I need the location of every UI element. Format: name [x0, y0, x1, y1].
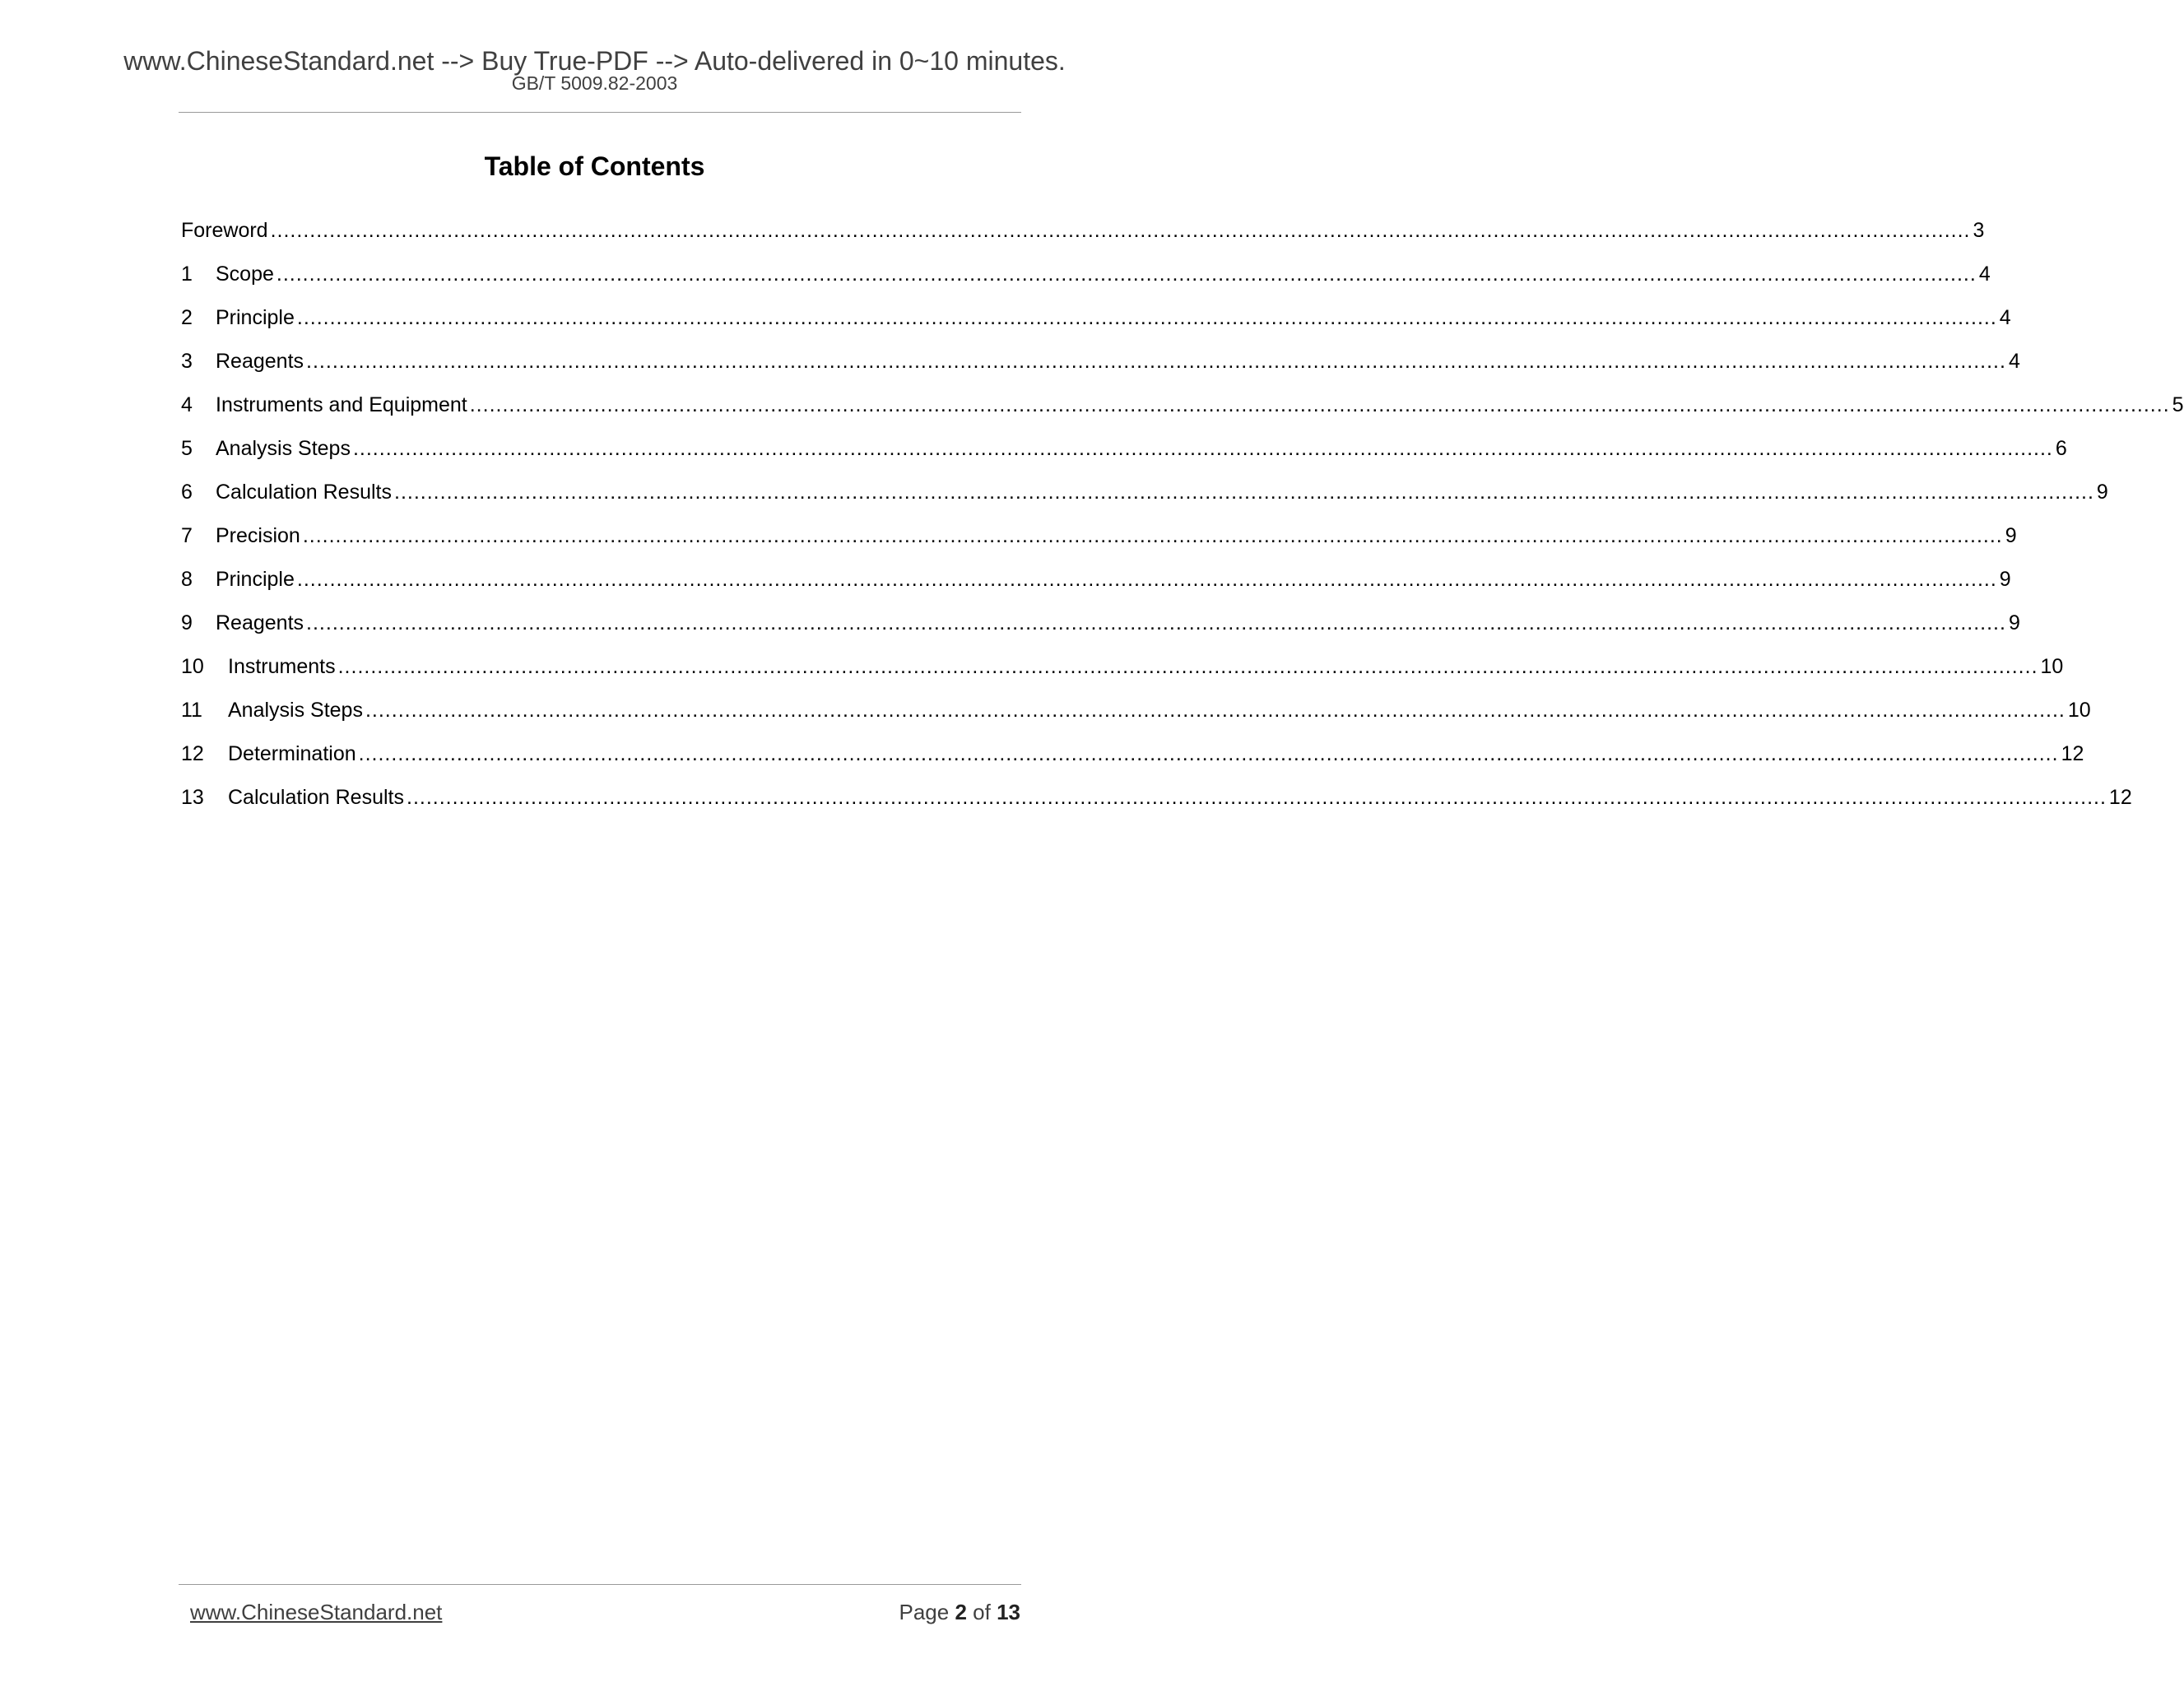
toc-entry-number: 3	[181, 350, 193, 373]
toc-dot-leader: ....................................................................................................................................................................................................................................................................	[365, 699, 2066, 722]
toc-entry-instruments[interactable]	[181, 653, 2064, 697]
document-code: GB/T 5009.82-2003	[511, 72, 678, 94]
toc-dot-leader: ....................................................................................................................................................................................................................................................................	[358, 742, 2059, 765]
toc-entry-scope[interactable]	[181, 261, 1991, 304]
page-indicator	[899, 1601, 1020, 1623]
toc-entry-label: Principle	[216, 568, 295, 591]
toc-entry-principle-2[interactable]	[181, 566, 2011, 610]
toc-entry-page: 4	[1999, 306, 2011, 329]
toc-entry-number: 11	[181, 699, 202, 722]
toc-dot-leader: ....................................................................................................................................................................................................................................................................	[306, 350, 2006, 373]
toc-entry-number: 8	[181, 568, 193, 591]
toc-entry-number: 1	[181, 263, 193, 286]
footer-divider	[179, 1584, 1021, 1585]
toc-entry-precision[interactable]	[181, 523, 2017, 566]
toc-entry-page: 4	[2008, 350, 2020, 373]
toc-entry-page: 9	[2008, 611, 2020, 634]
toc-entry-page: 10	[2040, 655, 2064, 678]
toc-entry-page: 5	[2172, 393, 2184, 416]
page-prefix: Page	[899, 1600, 950, 1624]
toc-entry-number: 6	[181, 481, 193, 504]
toc-entry-number: 7	[181, 524, 193, 547]
toc-entry-page: 10	[2067, 699, 2091, 722]
toc-entry-determination[interactable]	[181, 741, 2084, 784]
toc-dot-leader: ....................................................................................................................................................................................................................................................................	[296, 568, 1997, 591]
toc-entry-analysis-steps-2[interactable]	[181, 697, 2091, 741]
toc-dot-leader: ....................................................................................................................................................................................................................................................................	[296, 306, 1997, 329]
toc-entry-label: Instruments and Equipment	[216, 393, 467, 416]
toc-title: Table of Contents	[484, 151, 705, 181]
toc-entry-principle[interactable]	[181, 304, 2011, 348]
toc-entry-calculation-results-2[interactable]	[181, 784, 2132, 828]
toc-entry-number: 9	[181, 611, 193, 634]
toc-entry-label: Scope	[216, 263, 274, 286]
toc-entry-label: Reagents	[216, 611, 304, 634]
toc-entry-number: 12	[181, 742, 204, 765]
toc-entry-instruments-and-equipment[interactable]	[181, 392, 2184, 435]
toc-entry-page: 6	[2055, 437, 2067, 460]
toc-entry-label: Analysis Steps	[216, 437, 351, 460]
toc-entry-label: Principle	[216, 306, 295, 329]
toc-entry-number: 13	[181, 786, 204, 809]
toc-dot-leader: ....................................................................................................................................................................................................................................................................	[352, 437, 2053, 460]
toc-dot-leader: ....................................................................................................................................................................................................................................................................	[337, 655, 2038, 678]
toc-dot-leader: ....................................................................................................................................................................................................................................................................	[306, 611, 2006, 634]
toc-entry-label: Determination	[228, 742, 356, 765]
toc-dot-leader: ....................................................................................................................................................................................................................................................................	[302, 524, 2003, 547]
toc-entry-calculation-results[interactable]	[181, 479, 2108, 523]
toc-entry-number: 5	[181, 437, 193, 460]
table-of-contents	[181, 217, 2184, 828]
header-banner: www.ChineseStandard.net --> Buy True-PDF --> Auto-delivered in 0~10 minutes.	[123, 46, 1066, 76]
page-of: of	[973, 1600, 991, 1624]
toc-dot-leader: ....................................................................................................................................................................................................................................................................	[394, 481, 2094, 504]
header-divider	[179, 112, 1021, 113]
toc-entry-label: Foreword	[181, 219, 268, 242]
toc-entry-reagents-2[interactable]	[181, 610, 2020, 653]
toc-entry-label: Calculation Results	[228, 786, 404, 809]
toc-entry-label: Analysis Steps	[228, 699, 363, 722]
toc-entry-number: 4	[181, 393, 193, 416]
toc-dot-leader: ....................................................................................................................................................................................................................................................................	[270, 219, 1971, 242]
toc-entry-page: 9	[2096, 481, 2108, 504]
total-page-count: 13	[997, 1600, 1020, 1624]
toc-dot-leader: ....................................................................................................................................................................................................................................................................	[469, 393, 2170, 416]
toc-entry-page: 9	[2005, 524, 2017, 547]
toc-entry-label: Reagents	[216, 350, 304, 373]
toc-dot-leader: ....................................................................................................................................................................................................................................................................	[276, 263, 1977, 286]
toc-entry-foreword[interactable]	[181, 217, 1985, 261]
current-page-number: 2	[955, 1600, 967, 1624]
toc-dot-leader: ....................................................................................................................................................................................................................................................................	[407, 786, 2107, 809]
toc-entry-number: 10	[181, 655, 204, 678]
toc-entry-page: 3	[1973, 219, 1985, 242]
toc-entry-page: 9	[1999, 568, 2011, 591]
toc-entry-reagents[interactable]	[181, 348, 2020, 392]
toc-entry-number: 2	[181, 306, 193, 329]
toc-entry-page: 12	[2061, 742, 2084, 765]
toc-entry-page: 4	[1978, 263, 1991, 286]
toc-entry-page: 12	[2108, 786, 2132, 809]
footer-site-link[interactable]: www.ChineseStandard.net	[190, 1600, 443, 1624]
toc-entry-label: Precision	[216, 524, 300, 547]
toc-entry-label: Instruments	[228, 655, 336, 678]
toc-entry-label: Calculation Results	[216, 481, 392, 504]
toc-entry-analysis-steps[interactable]	[181, 435, 2067, 479]
